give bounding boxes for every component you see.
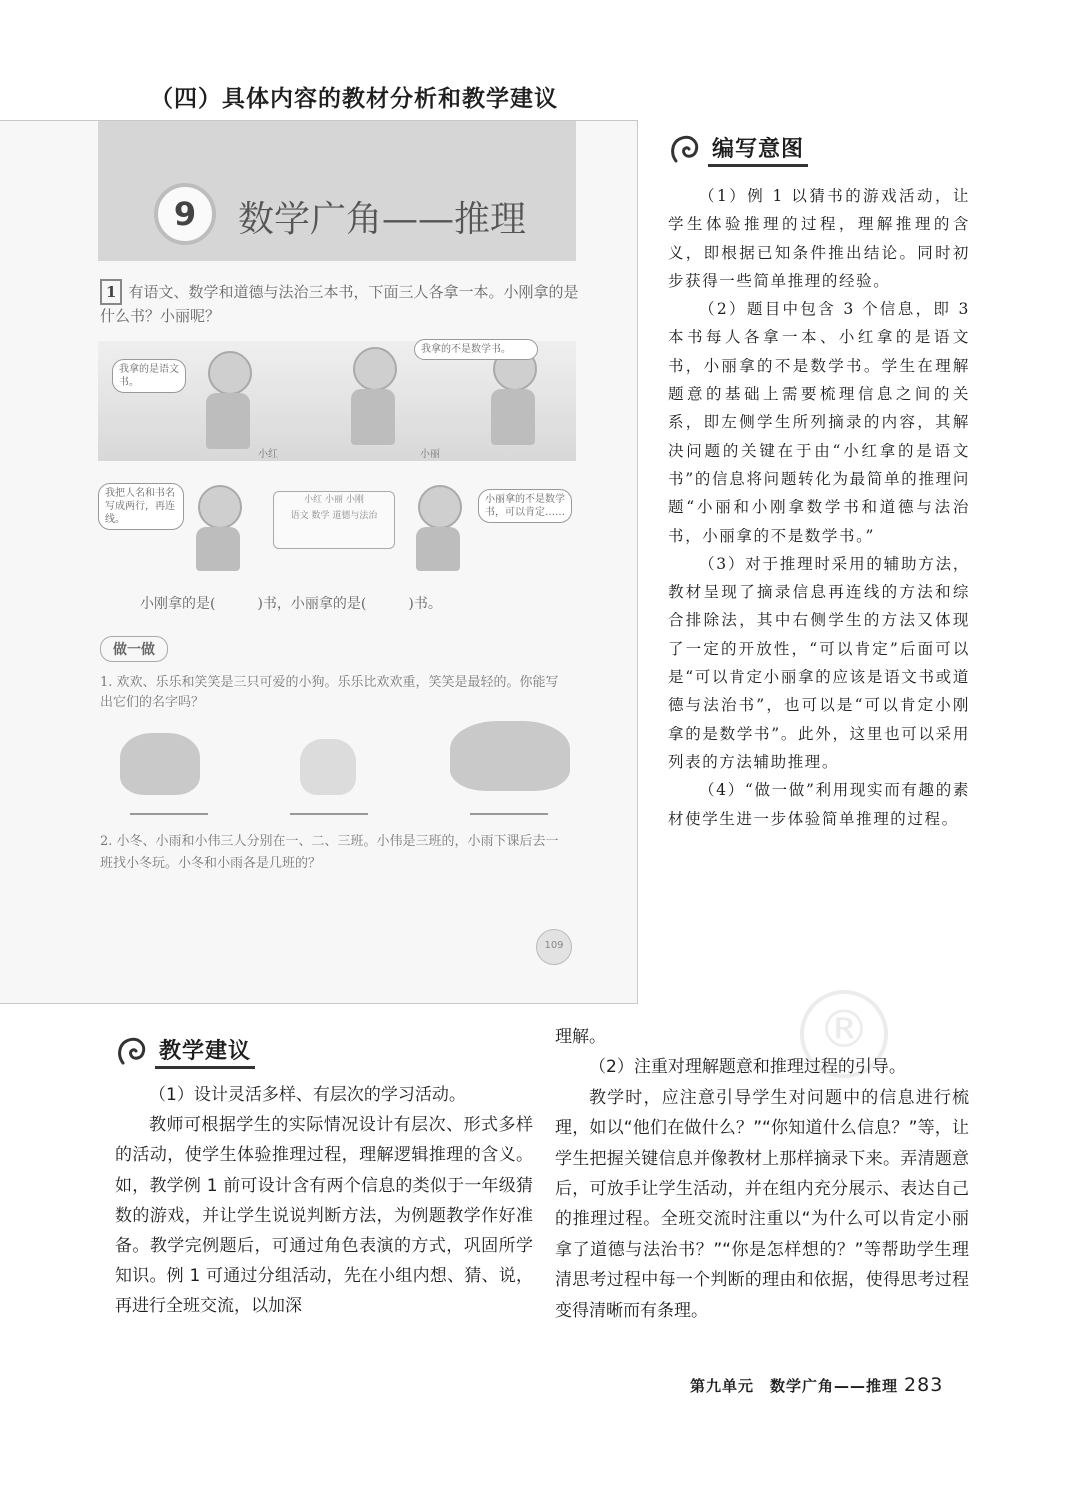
unit-number-badge: 9 bbox=[154, 183, 216, 245]
teaching-suggestions-title: 教学建议 bbox=[155, 1034, 255, 1069]
speech-bubble: 我把人名和书名写成两行，再连线。 bbox=[98, 483, 184, 530]
paragraph: 教师可根据学生的实际情况设计有层次、形式多样的活动，使学生体验推理过程，理解逻辑推理的含义。如，教学例 1 前可设计含有两个信息的类似于一年级猜数的游戏，并让学生说说判断方法，为例题教学作好准备。教学完例题后，可通过角色表演的方式，巩固所学知识。例 1 可通过分组活动，先在小组内想、猜、说，再进行全班交流，以加深 bbox=[115, 1115, 533, 1317]
example-1-text bbox=[100, 279, 580, 327]
paragraph: （1）设计灵活多样、有层次的学习活动。 bbox=[149, 1085, 466, 1105]
kid-label: 小红 bbox=[258, 449, 278, 460]
writing-intent-body bbox=[668, 182, 970, 833]
exercise-1: 1. 欢欢、乐乐和笑笑是三只可爱的小狗。乐乐比欢欢重，笑笑是最轻的。你能写出它们的名字吗？ bbox=[100, 675, 559, 710]
illustration-three-kids bbox=[98, 341, 576, 461]
answer-blank bbox=[290, 813, 368, 815]
footer-unit: 第九单元 数学广角——推理 bbox=[690, 1377, 899, 1395]
example-1-question: 有语文、数学和道德与法治三本书，下面三人各拿一本。小刚拿的是什么书？小丽呢？ bbox=[100, 283, 579, 325]
speech-bubble: 小丽拿的不是数学书，可以肯定…… bbox=[478, 489, 572, 523]
answer-line: 小刚拿的是( )书，小丽拿的是( )书。 bbox=[140, 596, 442, 612]
unit-title: 数学广角——推理 bbox=[238, 199, 527, 240]
writing-intent-title: 编写意图 bbox=[708, 132, 808, 167]
try-it-label: 做一做 bbox=[100, 636, 168, 662]
page-number: 283 bbox=[904, 1374, 944, 1396]
answer-blank bbox=[470, 813, 548, 815]
speech-bubble: 我拿的是语文书。 bbox=[112, 359, 186, 393]
paragraph: （2）题目中包含 3 个信息，即 3 本书每人各拿一本、小红拿的是语文书，小丽拿的不是数学书。学生在理解题意的基础上需要梳理信息之间的关系，即左侧学生所列摘录的内容，其解决问题的关键在于由“小红拿的是语文书”的信息将问题转化为最简单的推理问题“小丽和小刚拿数学书和道德与法治书，小丽拿的不是数学书。” bbox=[668, 300, 970, 545]
illustration-two-students bbox=[98, 471, 576, 581]
chart-row: 小红 小丽 小刚 bbox=[304, 495, 364, 505]
answer-blank bbox=[130, 813, 208, 815]
dog-figure bbox=[300, 739, 356, 795]
section-title: （四）具体内容的教材分析和教学建议 bbox=[150, 86, 558, 112]
exercise-2: 2. 小冬、小雨和小伟三人分别在一、二、三班。小伟是三班的，小雨下课后去一班找小冬玩。小冬和小雨各是几班的？ bbox=[100, 834, 559, 871]
swirl-icon bbox=[115, 1035, 149, 1069]
paragraph: （1）例 1 以猜书的游戏活动，让学生体验推理的过程，理解推理的含义，即根据已知条件推出结论。同时初步获得一些简单推理的经验。 bbox=[668, 187, 970, 290]
teaching-suggestions-heading bbox=[115, 1034, 255, 1069]
dog-figure bbox=[450, 721, 570, 791]
unit-banner bbox=[98, 121, 576, 261]
teaching-suggestions-left-column bbox=[115, 1080, 533, 1322]
swirl-icon bbox=[668, 133, 702, 167]
paragraph: 教学时，应注意引导学生对问题中的信息进行梳理，如以“他们在做什么？”“你知道什么信息？”等，让学生把握关键信息并像教材上那样摘录下来。弄清题意后，可放手让学生活动，并在组内充分展示、表达自己的推理过程。全班交流时注重以“为什么可以肯定小丽拿了道德与法治书？”“你是怎样想的？”等帮助学生理清思考过程中每一个判断的理由和依据，使得思考过程变得清晰而有条理。 bbox=[555, 1087, 969, 1321]
paragraph: （3）对于推理时采用的辅助方法，教材呈现了摘录信息再连线的方法和综合排除法，其中右侧学生的方法又体现了一定的开放性，“可以肯定”后面可以是“可以肯定小丽拿的应该是语文书或道德与法治书”，也可以是“可以肯定小刚拿的是数学书”。此外，这里也可以采用列表的方法辅助推理。 bbox=[668, 554, 970, 771]
textbook-page-number: 109 bbox=[536, 929, 572, 965]
textbook-page-image bbox=[0, 120, 638, 1004]
registered-watermark: ® bbox=[800, 990, 888, 1078]
writing-intent-heading bbox=[668, 132, 808, 167]
dogs-illustration bbox=[110, 721, 580, 821]
paragraph: （2）注重对理解题意和推理过程的引导。 bbox=[589, 1057, 906, 1078]
kid-label: 小丽 bbox=[420, 449, 440, 460]
paragraph: （4）“做一做”利用现实而有趣的素材使学生进一步体验简单推理的过程。 bbox=[668, 781, 970, 828]
paragraph-continuation: 理解。 bbox=[555, 1027, 606, 1047]
dog-figure bbox=[120, 733, 200, 795]
speech-bubble: 我拿的不是数学书。 bbox=[414, 339, 538, 360]
example-badge: 1 bbox=[100, 279, 122, 305]
chart-row: 语文 数学 道德与法治 bbox=[290, 511, 378, 521]
teaching-suggestions-right-column bbox=[555, 1022, 969, 1326]
page-footer bbox=[690, 1374, 943, 1396]
matching-chart bbox=[273, 491, 395, 549]
